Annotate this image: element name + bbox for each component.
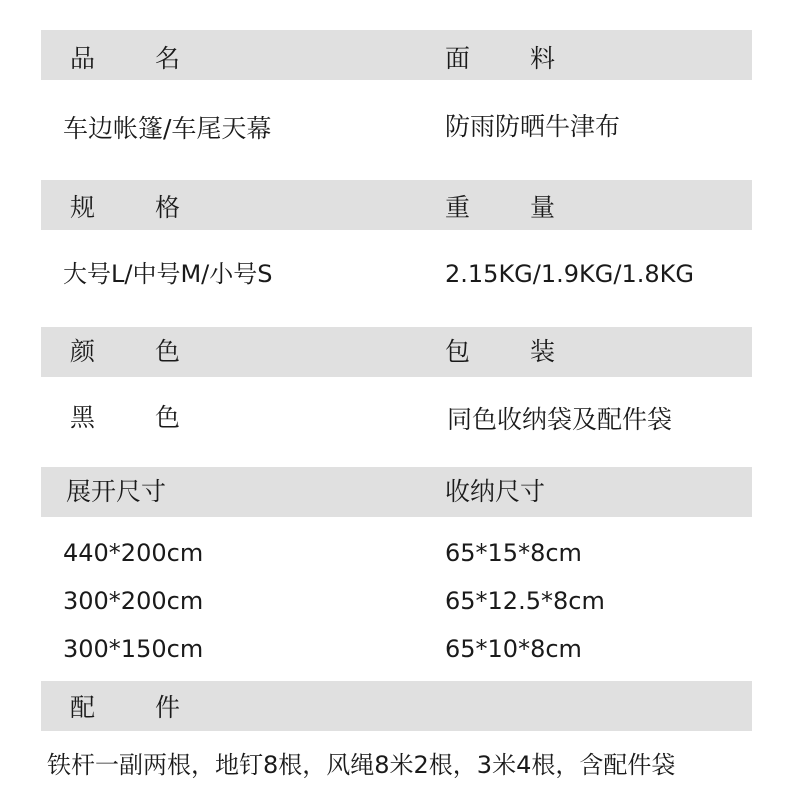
value-spec: 大号L/中号M/小号S (63, 260, 273, 288)
value-product-name: 车边帐篷/车尾天幕 (63, 114, 272, 143)
label-package: 包 装 (445, 337, 581, 366)
label-fabric: 面 料 (445, 44, 581, 73)
label-packed-size: 收纳尺寸 (445, 477, 546, 506)
value-package: 同色收纳袋及配件袋 (447, 405, 673, 434)
value-unfolded-size-3: 300*150cm (63, 635, 204, 663)
value-packed-size-1: 65*15*8cm (445, 539, 582, 567)
label-unfolded-size: 展开尺寸 (66, 477, 167, 506)
value-color: 黑 色 (70, 403, 206, 432)
value-accessories: 铁杆一副两根，地钉8根，风绳8米2根，3米4根，含配件袋 (47, 751, 676, 779)
label-product-name: 品 名 (70, 44, 206, 73)
value-packed-size-2: 65*12.5*8cm (445, 587, 605, 615)
label-weight: 重 量 (445, 193, 581, 222)
label-color: 颜 色 (70, 337, 206, 366)
value-weight: 2.15KG/1.9KG/1.8KG (445, 260, 694, 288)
value-unfolded-size-2: 300*200cm (63, 587, 204, 615)
value-unfolded-size-1: 440*200cm (63, 539, 204, 567)
value-fabric: 防雨防晒牛津布 (445, 112, 621, 141)
value-packed-size-3: 65*10*8cm (445, 635, 582, 663)
label-spec: 规 格 (70, 193, 206, 222)
label-accessories: 配 件 (70, 693, 206, 722)
